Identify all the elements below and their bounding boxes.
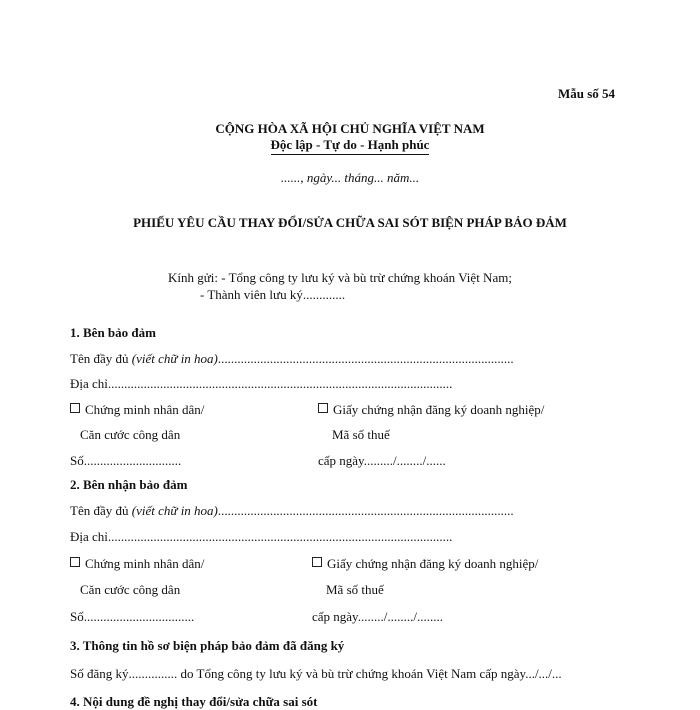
section-3-heading: 3. Thông tin hồ sơ biện pháp bảo đảm đã đăng ký bbox=[70, 638, 345, 653]
checkbox-icon[interactable] bbox=[312, 557, 322, 567]
checkbox-icon[interactable] bbox=[70, 557, 80, 567]
section-2-heading: 2. Bên nhận bảo đảm bbox=[70, 477, 188, 492]
section-1-heading: 1. Bên bảo đảm bbox=[70, 325, 156, 340]
motto: Độc lập - Tự do - Hạnh phúc bbox=[0, 137, 700, 155]
section-1-number-field[interactable]: Số.............................. bbox=[70, 453, 182, 468]
checkbox-icon[interactable] bbox=[318, 403, 328, 413]
section-2-address-field[interactable]: Địa chỉ.......................................................................................................... bbox=[70, 529, 453, 544]
section-2-option-id-card-alt: Căn cước công dân bbox=[80, 582, 181, 597]
section-1-option-id-card[interactable]: Chứng minh nhân dân/ bbox=[70, 402, 204, 418]
section-2-option-business-cert[interactable]: Giấy chứng nhận đăng ký doanh nghiệp/ bbox=[312, 556, 538, 572]
form-number: Mẫu số 54 bbox=[558, 86, 616, 101]
date-line: ......, ngày... tháng... năm... bbox=[280, 170, 420, 185]
section-1-option-business-cert[interactable]: Giấy chứng nhận đăng ký doanh nghiệp/ bbox=[318, 402, 544, 418]
section-1-address-field[interactable]: Địa chỉ.......................................................................................................... bbox=[70, 376, 453, 391]
nation-heading: CỘNG HÒA XÃ HỘI CHỦ NGHĨA VIỆT NAM bbox=[215, 121, 485, 136]
section-2-option-id-card[interactable]: Chứng minh nhân dân/ bbox=[70, 556, 204, 572]
recipient-line-1: Kính gửi: - Tổng công ty lưu ký và bù trừ chứng khoán Việt Nam; bbox=[168, 270, 512, 285]
recipient-line-2: - Thành viên lưu ký............. bbox=[200, 287, 346, 302]
section-2-issued-date-field[interactable]: cấp ngày......../......../........ bbox=[312, 609, 443, 624]
section-2-option-tax-code: Mã số thuế bbox=[326, 582, 384, 597]
section-1-option-id-card-alt: Căn cước công dân bbox=[80, 427, 181, 442]
section-4-heading: 4. Nội dung đề nghị thay đổi/sửa chữa sai sót bbox=[70, 694, 318, 709]
form-title: PHIẾU YÊU CẦU THAY ĐỔI/SỬA CHỮA SAI SÓT BIỆN PHÁP BẢO ĐẢM bbox=[133, 215, 567, 230]
section-1-issued-date-field[interactable]: cấp ngày........./......../...... bbox=[318, 453, 446, 468]
checkbox-icon[interactable] bbox=[70, 403, 80, 413]
section-1-fullname-field[interactable]: Tên đầy đủ (viết chữ in hoa)........................................................................................... bbox=[70, 351, 514, 366]
section-3-registration-field[interactable]: Số đăng ký............... do Tổng công ty lưu ký và bù trừ chứng khoán Việt Nam cấp ngày.../.../... bbox=[70, 666, 562, 681]
section-2-number-field[interactable]: Số.................................. bbox=[70, 609, 195, 624]
section-2-fullname-field[interactable]: Tên đầy đủ (viết chữ in hoa)........................................................................................... bbox=[70, 503, 514, 518]
section-1-option-tax-code: Mã số thuế bbox=[332, 427, 390, 442]
